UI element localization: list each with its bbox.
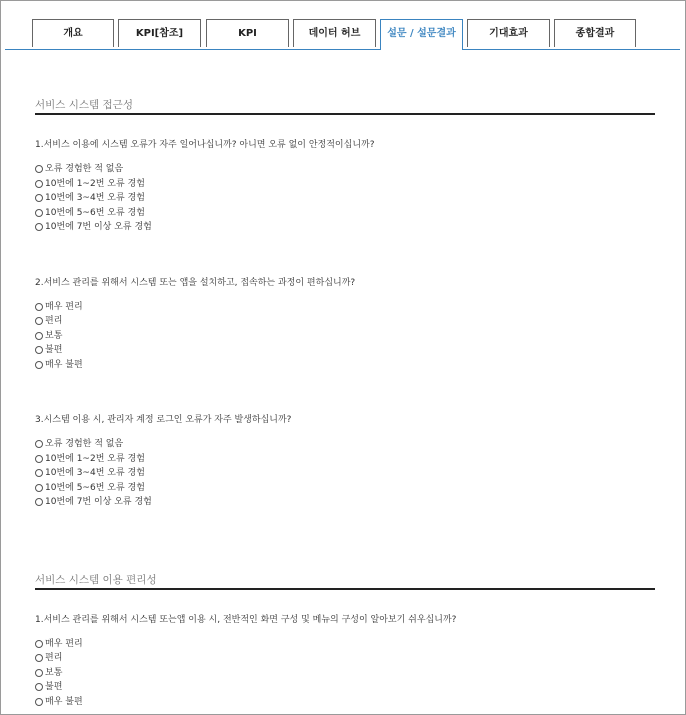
tab-data-hub[interactable]: 데이터 허브: [293, 19, 376, 47]
option-item[interactable]: [35, 358, 655, 373]
option-label: 편리: [45, 316, 63, 326]
option-item[interactable]: [35, 177, 655, 192]
tab-overall-results[interactable]: 종합결과: [554, 19, 636, 47]
radio-button[interactable]: [35, 440, 43, 448]
radio-button[interactable]: [35, 332, 43, 340]
radio-button[interactable]: [35, 180, 43, 188]
option-item[interactable]: [35, 220, 655, 235]
tab-overview[interactable]: 개요: [32, 19, 114, 47]
option-item[interactable]: [35, 452, 655, 467]
option-label: 10번에 7번 이상 오류 경험: [45, 497, 152, 507]
option-list: [35, 437, 655, 510]
option-list: [35, 637, 655, 710]
option-label: 보통: [45, 330, 63, 341]
radio-button[interactable]: [35, 654, 43, 662]
option-label: 10번에 7번 이상 오류 경험: [45, 222, 152, 232]
radio-button[interactable]: [35, 484, 43, 492]
option-label: 10번에 5~6번 오류 경험: [45, 207, 145, 218]
option-item[interactable]: [35, 314, 655, 329]
radio-button[interactable]: [35, 165, 43, 173]
option-item[interactable]: [35, 162, 655, 177]
radio-button[interactable]: [35, 209, 43, 217]
option-item[interactable]: [35, 637, 655, 652]
option-item[interactable]: [35, 343, 655, 358]
radio-button[interactable]: [35, 223, 43, 231]
option-label: 10번에 5~6번 오류 경험: [45, 482, 145, 493]
question-text: 1.서비스 이용에 시스템 오류가 자주 일어나십니까? 아니면 오류 없이 안정적이십니까?: [35, 140, 375, 150]
radio-button[interactable]: [35, 361, 43, 369]
option-label: 10번에 1~2번 오류 경험: [45, 178, 145, 189]
option-item[interactable]: [35, 329, 655, 344]
option-label: 10번에 3~4번 오류 경험: [45, 468, 145, 478]
option-list: [35, 162, 655, 235]
radio-button[interactable]: [35, 317, 43, 325]
option-item[interactable]: [35, 481, 655, 496]
question-text: 3.시스템 이용 시, 관리자 계정 로그인 오류가 자주 발생하십니까?: [35, 415, 292, 425]
option-item[interactable]: [35, 680, 655, 695]
option-label: 10번에 1~2번 오류 경험: [45, 453, 145, 464]
option-item[interactable]: [35, 206, 655, 221]
tab-kpi-reference[interactable]: KPI[참조]: [118, 19, 201, 47]
option-item[interactable]: [35, 466, 655, 481]
option-list: [35, 300, 655, 373]
survey-section: [35, 97, 655, 510]
survey-content: [35, 97, 655, 709]
option-label: 오류 경험한 적 없음: [45, 439, 124, 449]
radio-button[interactable]: [35, 469, 43, 477]
radio-button[interactable]: [35, 194, 43, 202]
radio-button[interactable]: [35, 498, 43, 506]
option-item[interactable]: [35, 437, 655, 452]
tab-kpi[interactable]: KPI: [206, 19, 289, 47]
option-label: 불편: [45, 345, 63, 355]
option-item[interactable]: [35, 651, 655, 666]
section-title: 서비스 시스템 이용 편리성: [35, 572, 655, 590]
option-label: 매우 불편: [45, 696, 83, 707]
option-label: 오류 경험한 적 없음: [45, 164, 124, 174]
option-label: 매우 편리: [45, 638, 83, 649]
option-label: 편리: [45, 653, 63, 663]
tab-expected-effects[interactable]: 기대효과: [467, 19, 550, 47]
section-title: 서비스 시스템 접근성: [35, 97, 655, 115]
option-label: 매우 불편: [45, 359, 83, 370]
survey-section: [35, 572, 655, 710]
option-label: 10번에 3~4번 오류 경험: [45, 193, 145, 203]
option-label: 보통: [45, 667, 63, 678]
option-label: 불편: [45, 682, 63, 692]
tab-survey-results[interactable]: 설문 / 설문결과: [380, 19, 463, 50]
option-item[interactable]: [35, 695, 655, 710]
option-item[interactable]: [35, 495, 655, 510]
radio-button[interactable]: [35, 683, 43, 691]
radio-button[interactable]: [35, 455, 43, 463]
option-item[interactable]: [35, 191, 655, 206]
option-label: 매우 편리: [45, 301, 83, 312]
radio-button[interactable]: [35, 698, 43, 706]
radio-button[interactable]: [35, 669, 43, 677]
question-text: 1.서비스 관리를 위해서 시스템 또는앱 이용 시, 전반적인 화면 구성 및 메뉴의 구성이 알아보기 쉬우십니까?: [35, 614, 457, 625]
radio-button[interactable]: [35, 640, 43, 648]
option-item[interactable]: [35, 300, 655, 315]
option-item[interactable]: [35, 666, 655, 681]
radio-button[interactable]: [35, 303, 43, 311]
tab-bar: [5, 19, 680, 50]
radio-button[interactable]: [35, 346, 43, 354]
question-text: 2.서비스 관리를 위해서 시스템 또는 앱을 설치하고, 접속하는 과정이 편하십니까?: [35, 277, 356, 288]
